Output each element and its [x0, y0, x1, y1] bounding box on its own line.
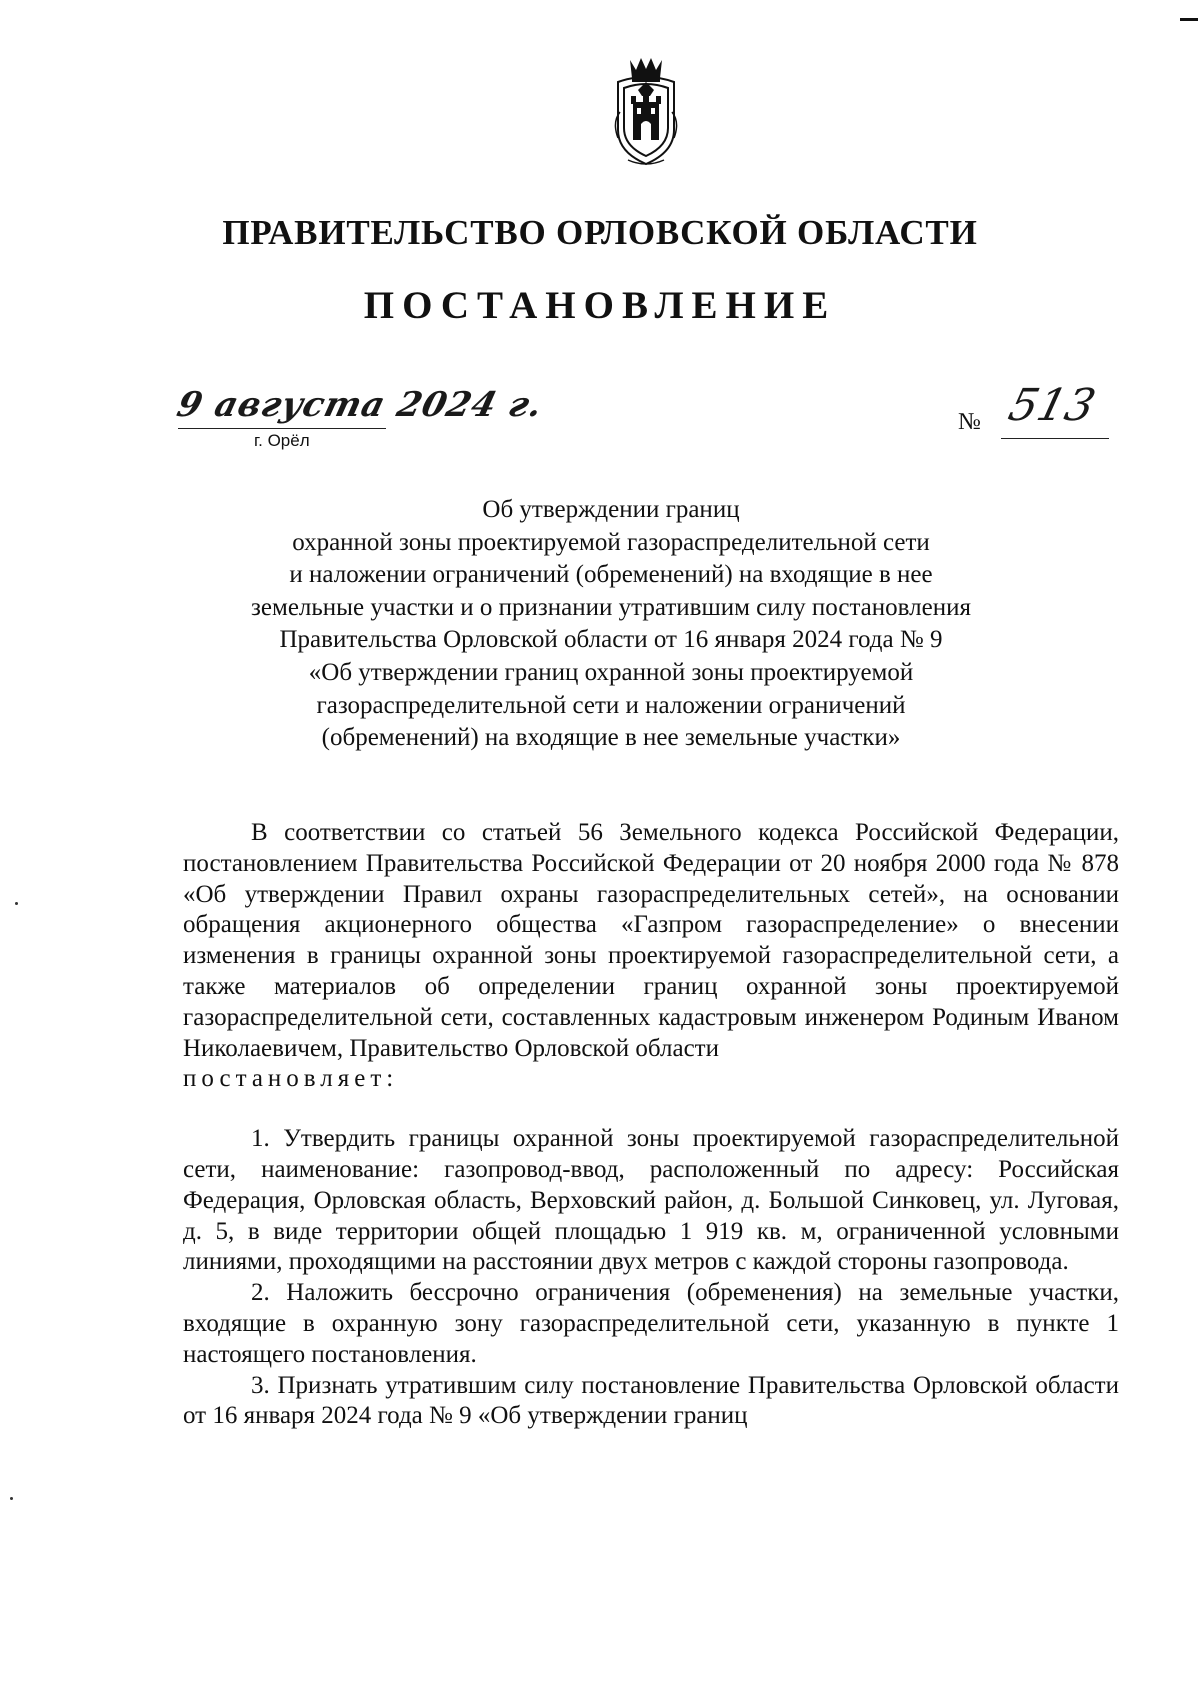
title-line: газораспределительной сети и наложении ограничений — [316, 691, 906, 719]
handwritten-number: 513 — [1003, 380, 1101, 431]
title-line: Об утверждении границ — [482, 496, 740, 523]
coat-of-arms-emblem — [600, 52, 692, 170]
title-line: (обременений) на входящие в нее земельные участки» — [321, 724, 901, 752]
item-2-paragraph: 2. Наложить бессрочно ограничения (обременения) на земельные участки, входящие в охранную зону газораспределительной сети, указанную в пункте 1 настоящего постановления. — [183, 1279, 1119, 1368]
item-3-paragraph: 3. Признать утратившим силу постановление Правительства Орловской области от 16 января 2024 года № 9 «Об утверждении границ — [183, 1371, 1119, 1430]
title-line: земельные участки и о признании утратившим силу постановления — [251, 593, 971, 621]
resolves-word: постановляет: — [183, 1065, 399, 1093]
number-sign: № — [958, 409, 981, 435]
title-line: и наложении ограничений (обременений) на входящие в нее — [289, 561, 933, 589]
scan-edge-mark — [1180, 18, 1198, 21]
city-label: г. Орёл — [254, 431, 310, 450]
handwritten-date: 9 августа 2024 г. — [173, 385, 548, 425]
document-type-heading: ПОСТАНОВЛЕНИЕ — [363, 284, 837, 327]
scan-speck — [10, 1497, 13, 1500]
document-body — [183, 818, 1119, 1432]
item-1-paragraph: 1. Утвердить границы охранной зоны проектируемой газораспределительной сети, наименование: газопровод-ввод, расположенный по адресу: Российская Федерация, Орловская область, Верховский район, д. Большой Синковец, ул. Луговая, д. 5, в виде территории общей площадью 1 919 кв. м, ограниченной условными линиями, проходящими на расстоянии двух метров с каждой стороны газопровода. — [183, 1125, 1119, 1276]
scan-speck — [15, 902, 18, 905]
title-line: охранной зоны проектируемой газораспределительной сети — [292, 528, 930, 556]
government-name: ПРАВИТЕЛЬСТВО ОРЛОВСКОЙ ОБЛАСТИ — [222, 213, 978, 252]
number-underline — [1001, 438, 1109, 439]
title-line: «Об утверждении границ охранной зоны проектируемой — [308, 658, 914, 686]
document-title — [150, 494, 1072, 755]
date-underline — [178, 428, 386, 429]
preamble-paragraph: В соответствии со статьей 56 Земельного кодекса Российской Федерации, постановлением Правительства Российской Федерации от 20 ноября 2000 года № 878 «Об утверждении Правил охраны газораспределительных сетей», на основании обращения акционерного общества «Газпром газораспределение» о внесении изменения в границы охранной зоны проектируемой газораспределительной сети, а также материалов об определении границ охранной зоны проектируемой газораспределительной сети, составленных кадастровым инженером Родиным Иваном Николаевичем, Правительство Орловской области — [183, 819, 1119, 1062]
title-line: Правительства Орловской области от 16 января 2024 года № 9 — [279, 626, 943, 654]
